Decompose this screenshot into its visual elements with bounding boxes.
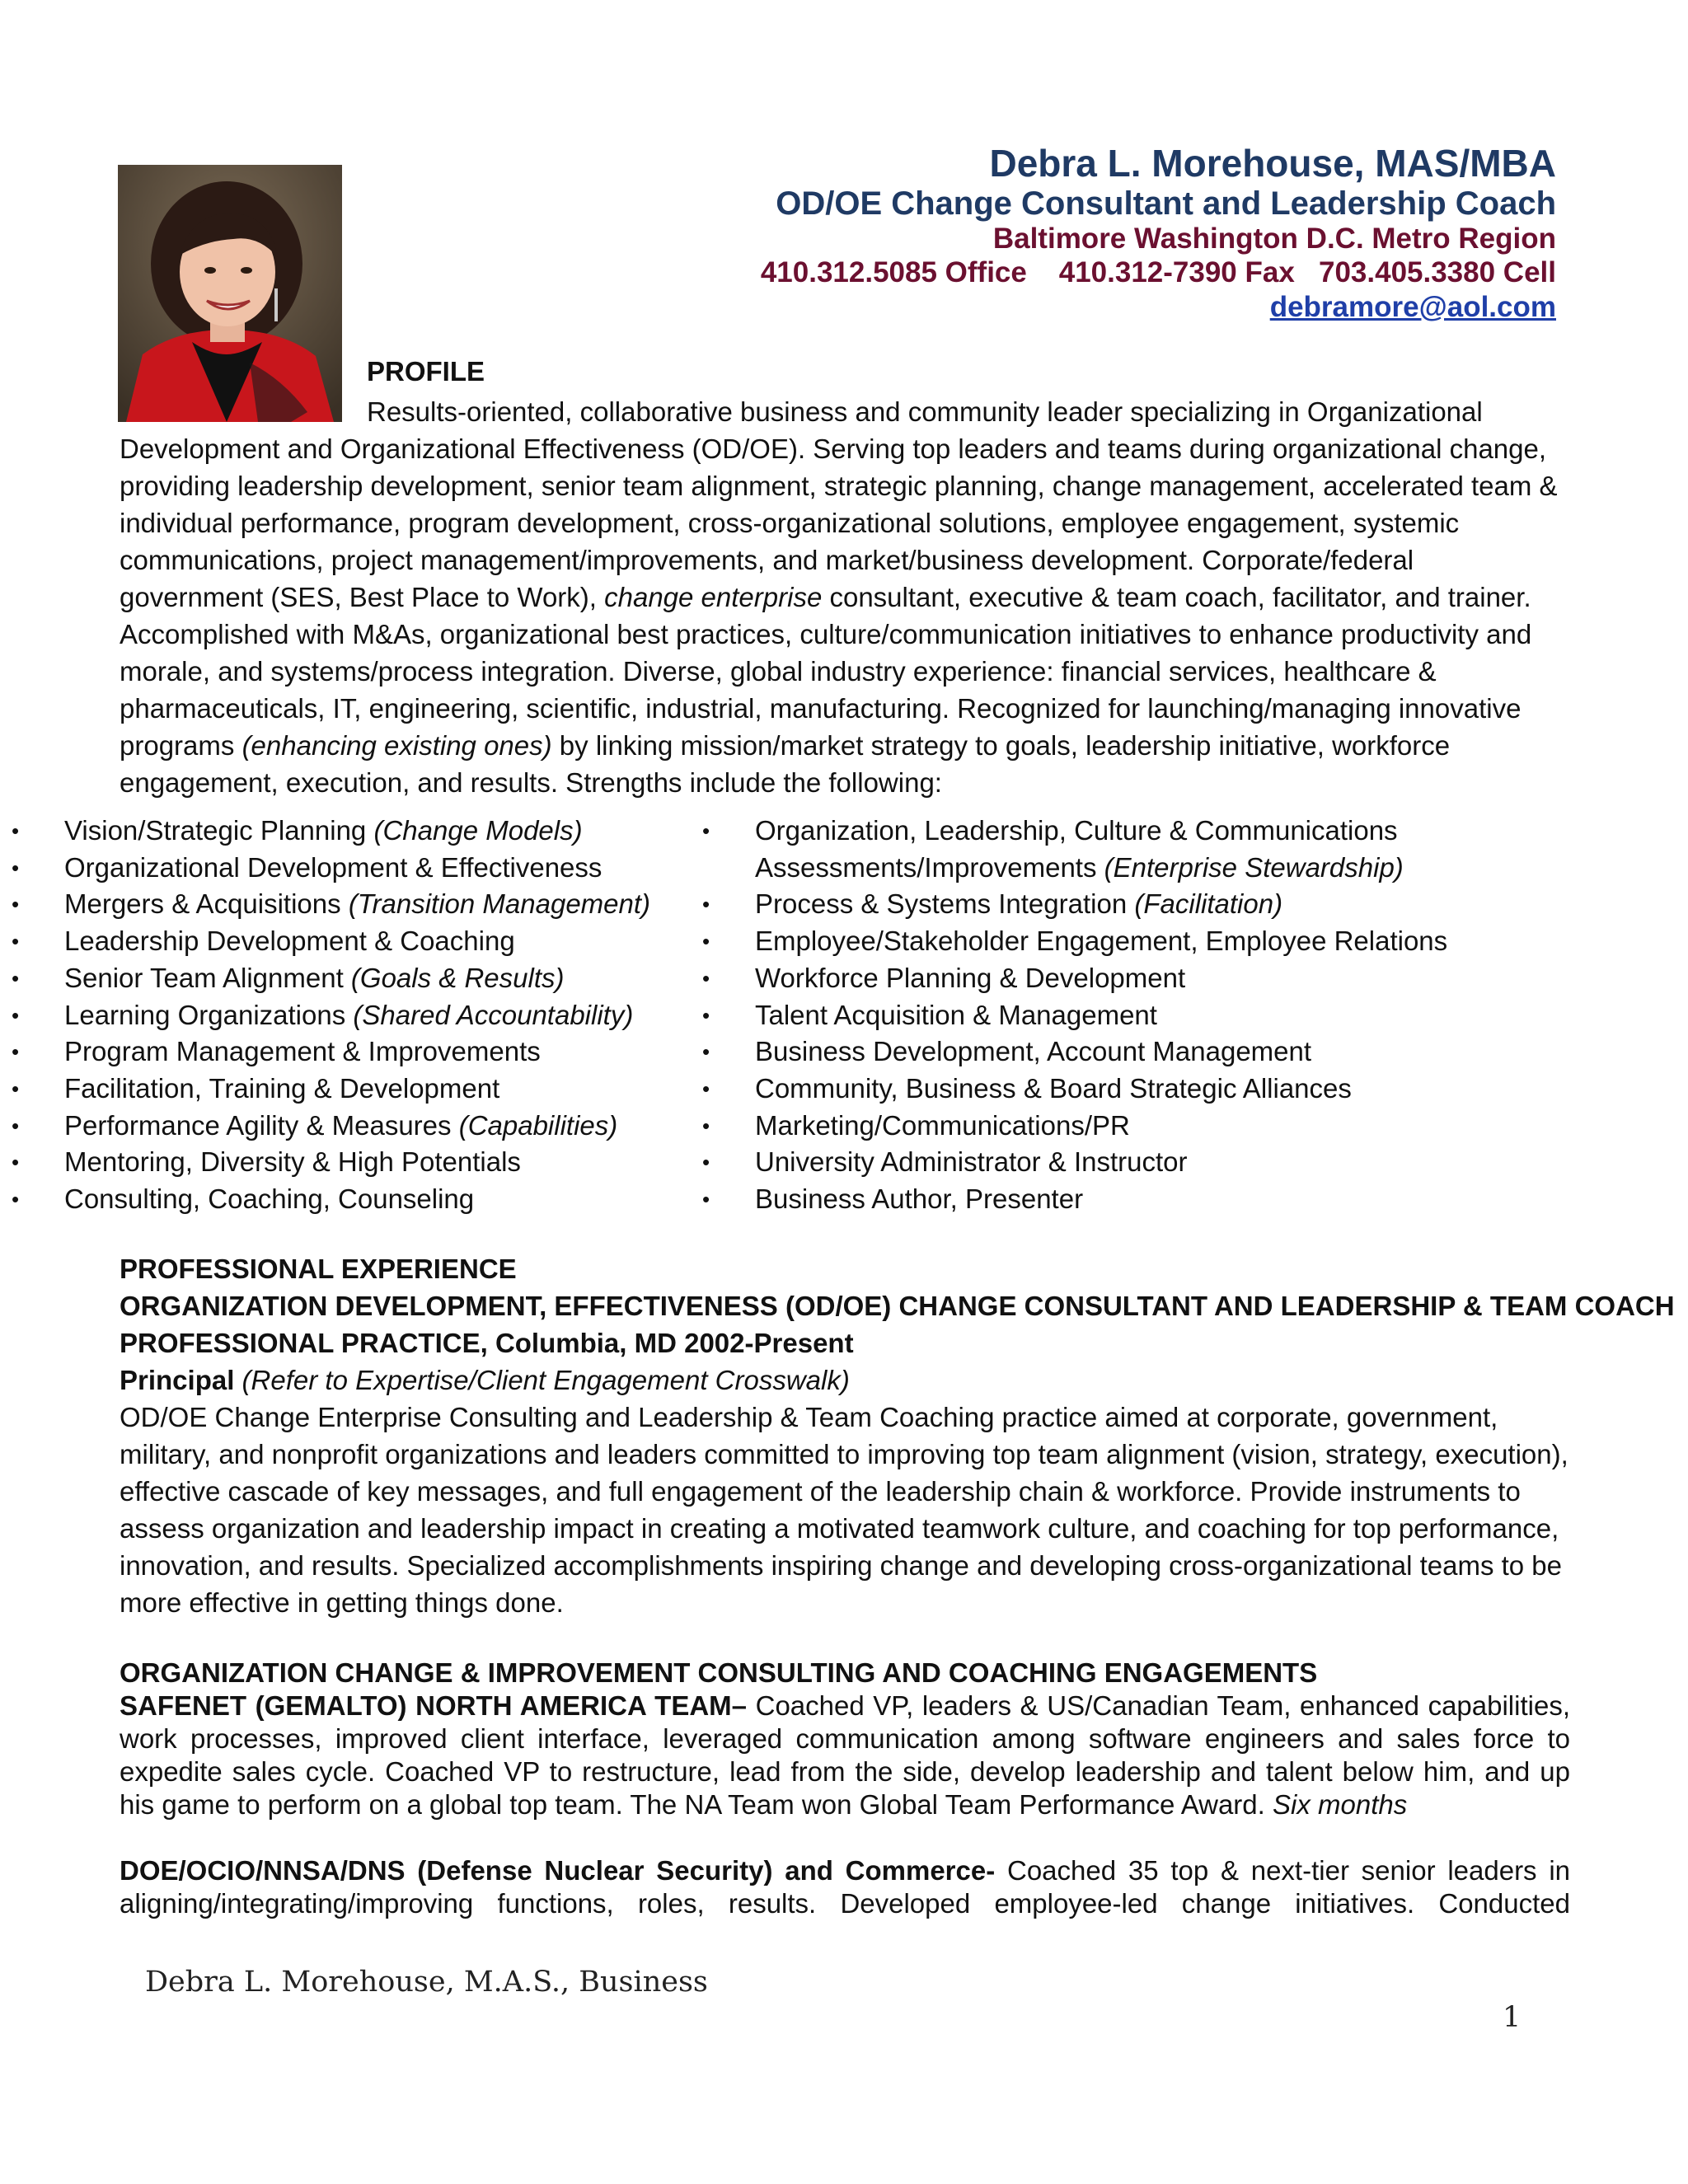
list-item: • Business Author, Presenter [702, 1181, 1447, 1218]
list-item: • Mergers & Acquisitions (Transition Management) [12, 886, 650, 923]
candidate-region: Baltimore Washington D.C. Metro Region [992, 223, 1556, 255]
list-item: • Process & Systems Integration (Facilitation) [702, 886, 1447, 923]
list-item: • Consulting, Coaching, Counseling [12, 1181, 650, 1218]
role-title: ORGANIZATION DEVELOPMENT, EFFECTIVENESS (OD/OE) CHANGE CONSULTANT AND LEADERSHIP & TEAM COACH [120, 1291, 1675, 1321]
list-item-continuation: Assessments/Improvements (Enterprise Stewardship) [755, 851, 1404, 883]
experience-heading: PROFESSIONAL EXPERIENCE [120, 1254, 517, 1284]
list-item: • Marketing/Communications/PR [702, 1108, 1447, 1145]
engagements-section [120, 1657, 1570, 1920]
candidate-title: OD/OE Change Consultant and Leadership Coach [776, 185, 1556, 222]
list-item: • Learning Organizations (Shared Accountability) [12, 997, 650, 1034]
header [237, 142, 1556, 325]
engagements-heading: ORGANIZATION CHANGE & IMPROVEMENT CONSULTING AND COACHING ENGAGEMENTS [120, 1657, 1318, 1688]
list-item: • Workforce Planning & Development [702, 960, 1447, 997]
list-item: • Facilitation, Training & Development [12, 1071, 650, 1108]
list-item: • Organizational Development & Effectiveness [12, 850, 650, 887]
list-item: • Performance Agility & Measures (Capabilities) [12, 1108, 650, 1145]
list-item: • Community, Business & Board Strategic Alliances [702, 1071, 1447, 1108]
list-item: • Business Development, Account Management [702, 1033, 1447, 1071]
strengths-list-left [12, 813, 650, 1218]
principal-line: Principal (Refer to Expertise/Client Engagement Crosswalk) [120, 1365, 850, 1395]
engagement-safenet: SAFENET (GEMALTO) NORTH AMERICA TEAM– Coached VP, leaders & US/Canadian Team, enhanced capabilities, work processes, improved client interface, leveraged communication among software engineers and sales force to expedite sales cycle. Coached VP to restructure, lead from the side, develop leadership and talent below him, and up his game to perform on a global top team. The NA Team won Global Team Performance Award. Six months [120, 1690, 1570, 1820]
list-item: • University Administrator & Instructor [702, 1144, 1447, 1181]
candidate-name: Debra L. Morehouse, MAS/MBA [989, 142, 1556, 185]
list-item: • Program Management & Improvements [12, 1033, 650, 1071]
email-link[interactable]: debramore@aol.com [1269, 291, 1556, 323]
list-item: • Senior Team Alignment (Goals & Results) [12, 960, 650, 997]
list-item: • Vision/Strategic Planning (Change Models) [12, 813, 650, 850]
contact-phones: 410.312.5085 Office 410.312-7390 Fax 703.405.3380 Cell [760, 256, 1556, 288]
list-item: • Employee/Stakeholder Engagement, Employee Relations [702, 923, 1447, 960]
profile-heading: PROFILE [367, 356, 485, 387]
list-item: • Leadership Development & Coaching [12, 923, 650, 960]
strengths-list-right [702, 813, 1447, 1218]
engagement-doe: DOE/OCIO/NNSA/DNS (Defense Nuclear Security) and Commerce- Coached 35 top & next-tier senior leaders in aligning/integrating/improving functions, roles, results. Developed employee-led change initiatives. Conducted [120, 1855, 1571, 1919]
role-practice: PROFESSIONAL PRACTICE, Columbia, MD 2002-Present [120, 1328, 854, 1358]
profile-summary: Results-oriented, collaborative business and community leader specializing in Organizational Development and Organizational Effectiveness (OD/OE). Serving top leaders and teams during organizational change, providing leadership development, senior team alignment, strategic planning, change management, accelerated team & individual performance, program development, cross-organizational solutions, employee engagement, systemic communications, project management/improvements, and market/business development. Corporate/federal government (SES, Best Place to Work), change enterprise consultant, executive & team coach, facilitator, and trainer. Accomplished with M&As, organizational best practices, culture/communication initiatives to enhance productivity and morale, and systems/process integration. Diverse, global industry experience: financial services, healthcare & pharmaceuticals, IT, engineering, scientific, industrial, manufacturing. Recognized for launching/managing innovative programs (enhancing existing ones) by linking mission/market strategy to goals, leadership initiative, workforce engagement, execution, and results. Strengths include the following: [120, 396, 1558, 798]
practice-summary: OD/OE Change Enterprise Consulting and Leadership & Team Coaching practice aimed at corporate, government, military, and nonprofit organizations and leaders committed to improving top team alignment (vision, strategy, execution), effective cascade of key messages, and full engagement of the leadership chain & workforce. Provide instruments to assess organization and leadership impact in creating a motivated teamwork culture, and coaching for top performance, innovation, and results. Specialized accomplishments inspiring change and developing cross-organizational teams to be more effective in getting things done. [120, 1402, 1568, 1618]
list-item: • Mentoring, Diversity & High Potentials [12, 1144, 650, 1181]
list-item: • Organization, Leadership, Culture & Communications [702, 813, 1447, 850]
page-number: 1 [1503, 2001, 1522, 2034]
experience-section [120, 1250, 1675, 1621]
profile-photo [118, 165, 342, 422]
list-item: • Talent Acquisition & Management [702, 997, 1447, 1034]
footer-name: Debra L. Morehouse, M.A.S., Business [145, 1966, 708, 1999]
